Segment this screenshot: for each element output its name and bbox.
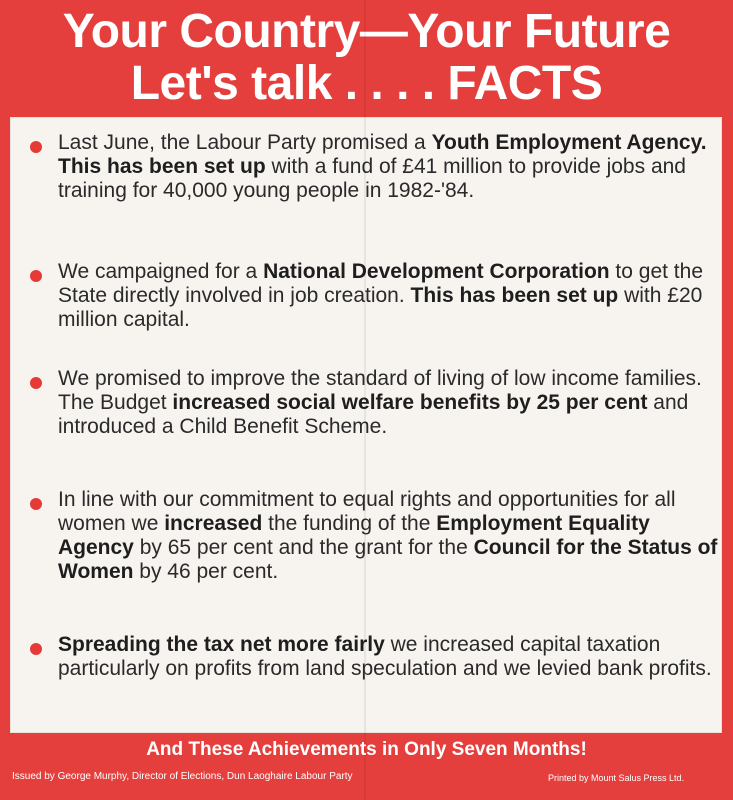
- body-text: We campaigned for a: [58, 260, 264, 283]
- bullet-dot: [30, 643, 42, 655]
- bullet-dot: [30, 498, 42, 510]
- paper-fold-line: [364, 0, 366, 800]
- fact-text: [58, 488, 718, 584]
- body-text: the funding of the: [262, 512, 437, 535]
- emphasis-text: Spreading the tax net more fairly: [58, 633, 385, 656]
- headline-line-1: Your Country—Your Future: [62, 5, 671, 58]
- footer-title: And These Achievements in Only Seven Months!: [146, 739, 587, 760]
- emphasis-text: Employment Equality Agency: [58, 512, 650, 559]
- fact-text: [58, 260, 718, 332]
- body-text: we increased capital taxation particularly on profits from land speculation and we levied bank profits.: [58, 633, 712, 680]
- issued-by-imprint: Issued by George Murphy, Director of Elections, Dun Laoghaire Labour Party: [12, 771, 353, 782]
- body-text: and introduced a Child Benefit Scheme.: [58, 391, 689, 438]
- emphasis-text: increased social welfare benefits by 25 per cent: [172, 391, 648, 414]
- body-text: by 46 per cent.: [133, 560, 279, 583]
- headline: [0, 6, 733, 110]
- body-text: by 65 per cent and the grant for the: [133, 536, 474, 559]
- fact-text: [58, 131, 718, 203]
- emphasis-text: This has been set up: [410, 284, 619, 307]
- body-text: to get the State directly involved in job creation.: [58, 260, 703, 307]
- bullet-dot: [30, 141, 42, 153]
- body-text: In line with our commitment to equal rights and opportunities for all women we: [58, 488, 676, 535]
- emphasis-text: Council for the Status of Women: [58, 536, 718, 583]
- emphasis-text: Youth Employment Agency. This has been set up: [58, 131, 707, 178]
- fact-text: [58, 633, 718, 681]
- body-text: Last June, the Labour Party promised a: [58, 131, 432, 154]
- emphasis-text: increased: [164, 512, 263, 535]
- body-text: with £20 million capital.: [58, 284, 703, 331]
- fact-text: [58, 367, 718, 439]
- printer-imprint: Printed by Mount Salus Press Ltd.: [548, 773, 685, 783]
- body-text: We promised to improve the standard of living of low income families. The Budget: [58, 367, 702, 414]
- emphasis-text: National Development Corporation: [263, 260, 610, 283]
- headline-line-2: Let's talk . . . . FACTS: [130, 57, 603, 110]
- facts-panel: [10, 117, 722, 733]
- bullet-dot: [30, 377, 42, 389]
- body-text: with a fund of £41 million to provide jobs and training for 40,000 young people in 1982-'84.: [58, 155, 686, 202]
- bullet-dot: [30, 270, 42, 282]
